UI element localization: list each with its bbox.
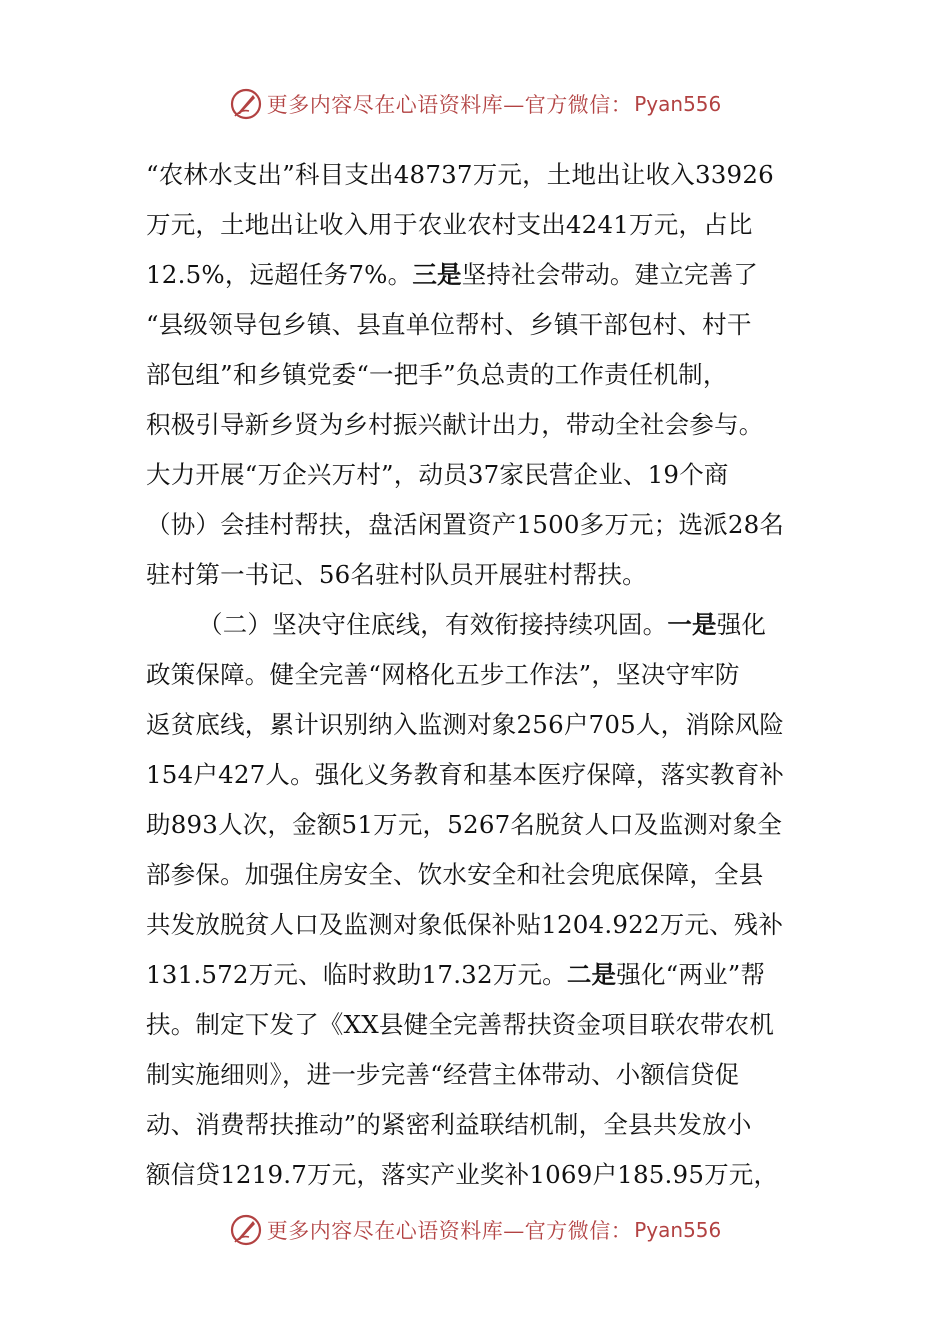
text-run: 驻村第一书记、56名驻村队员开展驻村帮扶。 [146, 560, 647, 589]
watermark-handle: Pyan556 [634, 92, 722, 116]
text-line [146, 1150, 806, 1200]
text-line [146, 1000, 806, 1050]
text-line [146, 600, 806, 650]
text-run: 扶。制定下发了《XX县健全完善帮扶资金项目联农带农机 [146, 1010, 775, 1039]
text-run: 返贫底线，累计识别纳入监测对象256户705人，消除风险 [146, 710, 785, 739]
text-line [146, 300, 806, 350]
text-run: 12.5%，远超任务7%。 [146, 260, 413, 289]
quill-logo-icon [229, 1213, 263, 1247]
text-line [146, 650, 806, 700]
watermark-footer [0, 1208, 950, 1252]
emphasis-text: 一是 [667, 610, 717, 639]
text-run: 大力开展“万企兴万村”，动员37家民营企业、19个商 [146, 460, 729, 489]
text-line [146, 250, 806, 300]
text-line [146, 200, 806, 250]
text-line [146, 900, 806, 950]
quill-logo-icon [229, 87, 263, 121]
watermark-handle: Pyan556 [634, 1218, 722, 1242]
text-line [146, 550, 806, 600]
text-run: 强化“两业”帮 [616, 960, 766, 989]
text-line [146, 750, 806, 800]
text-line [146, 950, 806, 1000]
emphasis-text: 三是 [412, 260, 462, 289]
text-run: “农林水支出”科目支出48737万元，土地出让收入33926 [146, 160, 774, 189]
text-run: 积极引导新乡贤为乡村振兴献计出力，带动全社会参与。 [146, 410, 764, 439]
text-run: 万元，土地出让收入用于农业农村支出4241万元，占比 [146, 210, 753, 239]
text-run: 助893人次，金额51万元，5267名脱贫人口及监测对象全 [146, 810, 783, 839]
text-line [146, 500, 806, 550]
watermark-header [0, 82, 950, 126]
text-line [146, 850, 806, 900]
text-run: 政策保障。健全完善“网格化五步工作法”，坚决守牢防 [146, 660, 740, 689]
text-run: 154户427人。强化义务教育和基本医疗保障，落实教育补 [146, 760, 785, 789]
text-run: 制实施细则》，进一步完善“经营主体带动、小额信贷促 [146, 1060, 740, 1089]
text-line [146, 1050, 806, 1100]
text-run: 部参保。加强住房安全、饮水安全和社会兜底保障，全县 [146, 860, 764, 889]
text-line [146, 400, 806, 450]
text-run: 坚持社会带动。建立完善了 [461, 260, 759, 289]
text-run: 强化 [716, 610, 767, 639]
watermark-text: 更多内容尽在心语资料库—官方微信： [266, 1219, 633, 1243]
text-run: 共发放脱贫人口及监测对象低保补贴1204.922万元、残补 [146, 910, 784, 939]
text-line [146, 1100, 806, 1150]
watermark-text: 更多内容尽在心语资料库—官方微信： [266, 93, 633, 117]
text-line [146, 800, 806, 850]
text-run: （二）坚决守住底线，有效衔接持续巩固。 [198, 610, 668, 639]
text-line [146, 150, 806, 200]
text-run: 部包组”和乡镇党委“一把手”负总责的工作责任机制， [146, 360, 728, 389]
text-run: “县级领导包乡镇、县直单位帮村、乡镇干部包村、村干 [146, 310, 752, 339]
text-run: 动、消费帮扶推动”的紧密利益联结机制，全县共发放小 [146, 1110, 752, 1139]
emphasis-text: 二是 [566, 960, 617, 989]
document-body [146, 150, 806, 1200]
text-line [146, 700, 806, 750]
text-line [146, 350, 806, 400]
text-run: 131.572万元、临时救助17.32万元。 [146, 960, 567, 989]
text-line [146, 450, 806, 500]
text-run: （协）会挂村帮扶，盘活闲置资产1500多万元；选派28名 [146, 510, 785, 539]
text-run: 额信贷1219.7万元，落实产业奖补1069户185.95万元， [146, 1160, 779, 1189]
